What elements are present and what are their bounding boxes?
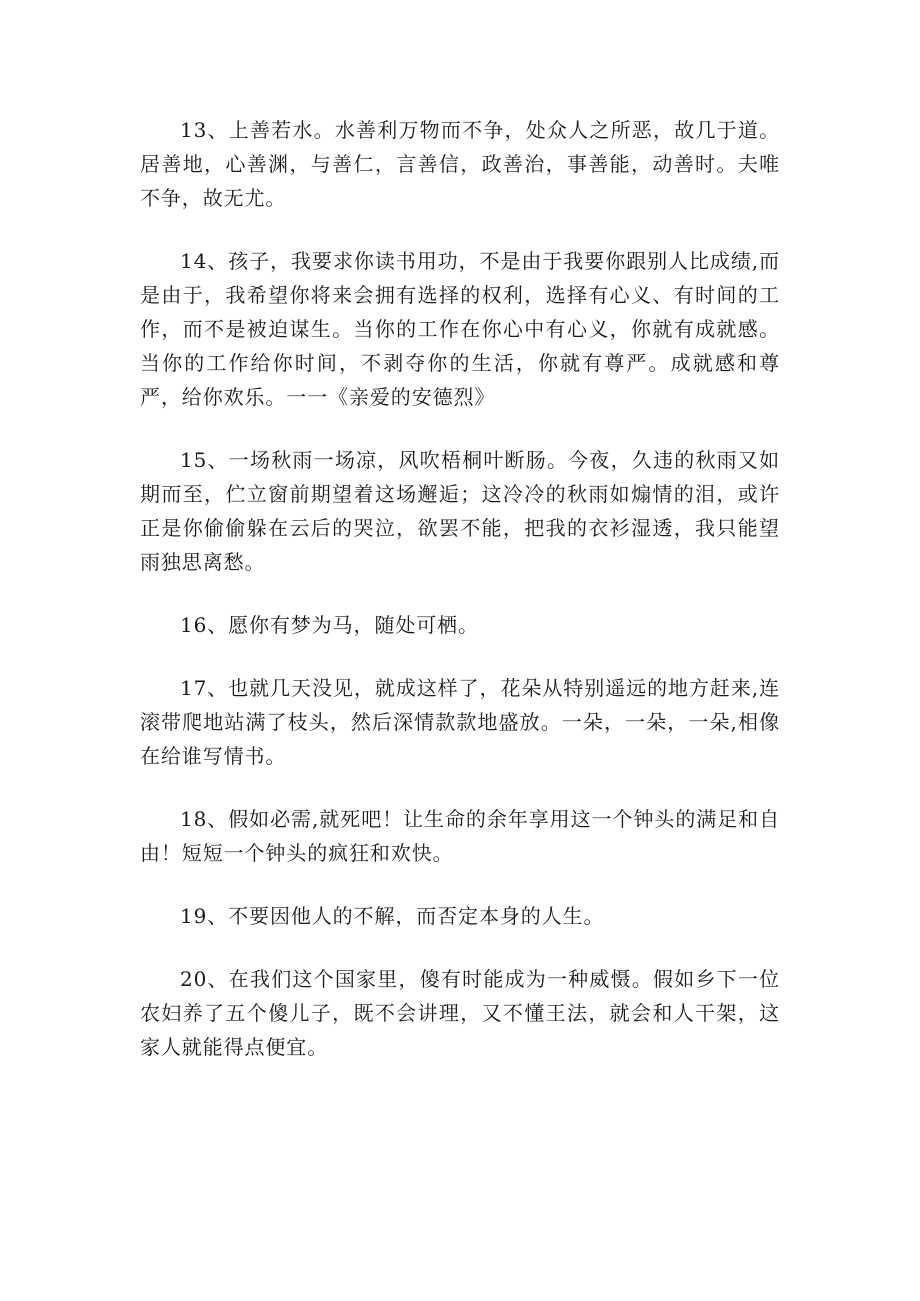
paragraph-17: 17、也就几天没见，就成这样了，花朵从特别遥远的地方赶来,连滚带爬地站满了枝头，然后深情款款地盛放。一朵，一朵，一朵,相像在给谁写情书。: [140, 676, 780, 768]
paragraph-18: 18、假如必需,就死吧！让生命的余年享用这一个钟头的满足和自由！短短一个钟头的疯狂和欢快。: [140, 807, 780, 865]
paragraph-19: 19、不要因他人的不解，而否定本身的人生。: [180, 904, 605, 928]
paragraph-16: 16、愿你有梦为马，随处可栖。: [180, 613, 479, 637]
paragraph-15: 15、一场秋雨一场凉，风吹梧桐叶断肠。今夜，久违的秋雨又如期而至，伫立窗前期望着这场邂逅；这冷冷的秋雨如煽情的泪，或许正是你偷偷躲在云后的哭泣，欲罢不能，把我的衣衫湿透，我只能望雨独思离愁。: [140, 448, 780, 574]
paragraph-14: 14、孩子，我要求你读书用功，不是由于我要你跟别人比成绩,而是由于，我希望你将来会拥有选择的权利，选择有心义、有时间的工作，而不是被迫谋生。当你的工作在你心中有心义，你就有成就感。当你的工作给你时间，不剥夺你的生活，你就有尊严。成就感和尊严，给你欢乐。一一《亲爱的安德烈》: [140, 249, 780, 409]
paragraph-13: 13、上善若水。水善利万物而不争，处众人之所恶，故几于道。居善地，心善渊，与善仁，言善信，政善治，事善能，动善时。夫唯不争，故无尤。: [140, 118, 780, 210]
paragraph-20: 20、在我们这个国家里，傻有时能成为一种威慑。假如乡下一位农妇养了五个傻儿子，既不会讲理，又不懂王法，就会和人干架，这家人就能得点便宜。: [140, 967, 780, 1059]
